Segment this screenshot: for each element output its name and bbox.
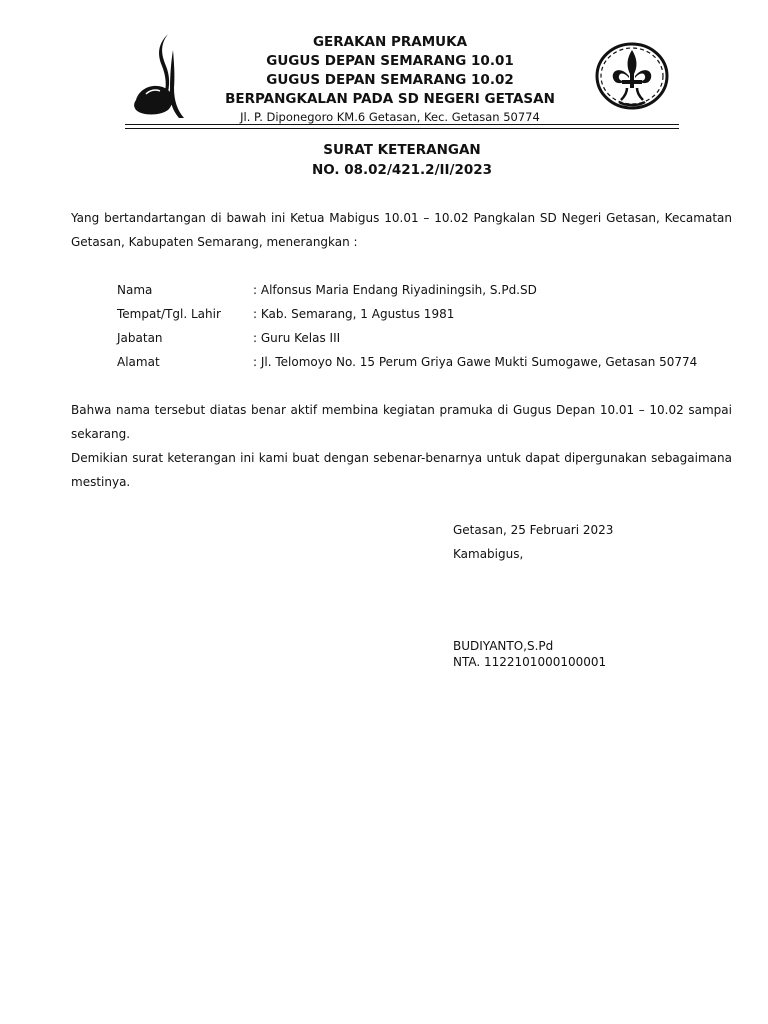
signer-nta: NTA. 1122101000100001 [453, 655, 607, 669]
place-date: Getasan, 25 Februari 2023 [453, 523, 614, 537]
signer-name: BUDIYANTO,S.Pd [453, 639, 554, 653]
detail-row-alamat [117, 350, 697, 374]
detail-value: : Guru Kelas III [253, 331, 341, 345]
detail-label: Tempat/Tgl. Lahir [117, 307, 221, 321]
detail-label: Jabatan [117, 331, 163, 345]
document-heading: SURAT KETERANGAN [323, 142, 481, 158]
closing-paragraph: Demikian surat keterangan ini kami buat dengan sebenar-benarnya untuk dapat dipergunakan sebagaimana mestinya. [71, 451, 732, 489]
letterhead-base: BERPANGKALAN PADA SD NEGERI GETASAN [225, 91, 555, 107]
letterhead-org: GERAKAN PRAMUKA [312, 34, 468, 50]
statement-paragraph: Bahwa nama tersebut diatas benar aktif membina kegiatan pramuka di Gugus Depan 10.01 – 10.02 sampai sekarang. [71, 403, 732, 441]
document-number: NO. 08.02/421.2/II/2023 [311, 162, 493, 178]
detail-row-ttl [117, 302, 697, 326]
letterhead [190, 33, 590, 126]
letterhead-unit-2: GUGUS DEPAN SEMARANG 10.02 [266, 72, 514, 88]
detail-label: Alamat [117, 355, 160, 369]
scout-fleur-de-lis-logo-icon [593, 40, 671, 116]
letter-title [0, 140, 768, 180]
detail-row-nama [117, 278, 697, 302]
letterhead-divider-thick [125, 124, 679, 125]
signer-position: Kamabigus, [453, 547, 524, 561]
signature-footer [453, 638, 606, 670]
opening-paragraph: Yang bertandartangan di bawah ini Ketua Mabigus 10.01 – 10.02 Pangkalan SD Negeri Getasan, Kecamatan Getasan, Kabupaten Semarang, menerangkan : [71, 211, 732, 249]
letterhead-divider-thin [125, 128, 679, 129]
detail-row-jabatan [117, 326, 697, 350]
signature-header [453, 518, 613, 566]
detail-value: : Kab. Semarang, 1 Agustus 1981 [253, 307, 455, 321]
detail-label: Nama [117, 283, 153, 297]
tunas-kelapa-logo-icon [128, 30, 190, 120]
detail-value: : Alfonsus Maria Endang Riyadiningsih, S.Pd.SD [253, 283, 537, 297]
letterhead-address: Jl. P. Diponegoro KM.6 Getasan, Kec. Getasan 50774 [240, 110, 540, 124]
person-details [117, 278, 697, 374]
letterhead-unit-1: GUGUS DEPAN SEMARANG 10.01 [266, 53, 514, 69]
detail-value: : Jl. Telomoyo No. 15 Perum Griya Gawe Mukti Sumogawe, Getasan 50774 [253, 355, 698, 369]
